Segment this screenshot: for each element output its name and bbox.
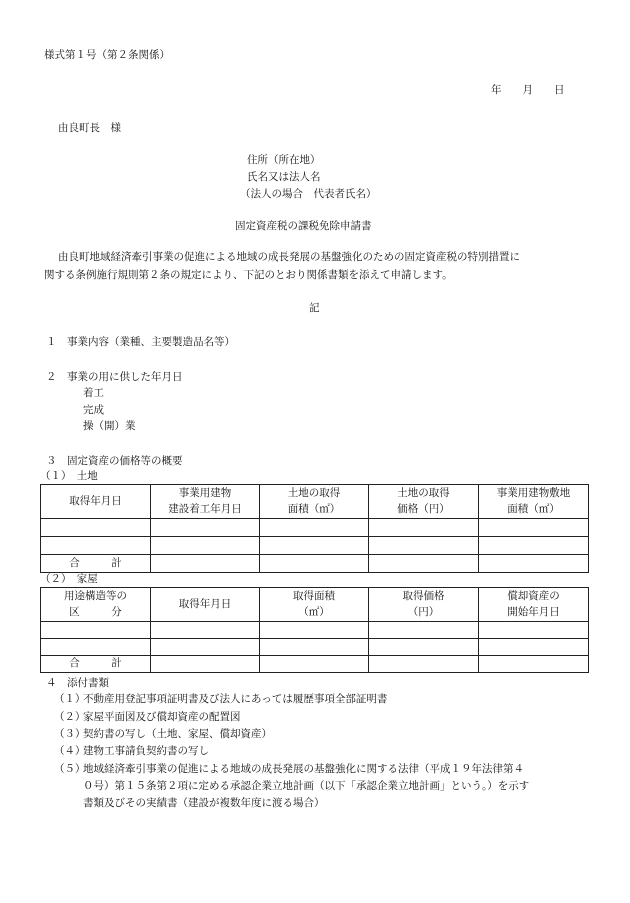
attachment-text-5-cont-2: 書類及びその実績書（建設が複数年度に渡る場合） — [83, 797, 325, 809]
attachment-text-2: 家屋平面図及び償却資産の配置図 — [83, 711, 241, 723]
house-col-acquisition-date: 取得年月日 — [151, 588, 260, 622]
section-3-heading: ３ 固定資産の価格等の概要 — [46, 455, 183, 467]
addressee: 由良町長 様 — [58, 122, 121, 134]
attachment-num-4: （４） — [54, 745, 86, 757]
applicant-name-label: 氏名又は法人名 — [247, 171, 321, 183]
section-2-item-start: 着工 — [83, 387, 104, 399]
applicant-address-label: 住所（所在地） — [247, 154, 321, 166]
attachment-text-5-cont-1: ０号）第１５条第２項に定める承認企業立地計画（以下「承認企業立地計画」という。）を示す — [83, 780, 530, 792]
attachment-text-5: 地域経済牽引事業の促進による地域の成長発展の基盤強化に関する法律（平成１９年法律第４ — [83, 763, 524, 775]
section-2-item-complete: 完成 — [83, 404, 104, 416]
attachment-num-1: （１） — [54, 693, 86, 705]
form-number: 様式第１号（第２条関係） — [44, 49, 170, 61]
section-2-heading: ２ 事業の用に供した年月日 — [46, 371, 183, 383]
land-col-site-area: 事業用建物敷地 面積（㎡） — [479, 485, 589, 519]
attachment-num-3: （３） — [54, 728, 86, 740]
land-table-header — [41, 485, 589, 519]
land-col-construction-start: 事業用建物 建設着工年月日 — [151, 485, 260, 519]
house-col-classification: 用途構造等の 区 分 — [41, 588, 151, 622]
date-line: 年 月 日 — [491, 84, 565, 96]
body-line-1: 由良町地域経済牽引事業の促進による地域の成長発展の基盤強化のための固定資産税の特別措置に — [58, 251, 520, 263]
land-col-price: 土地の取得 価格（円） — [369, 485, 479, 519]
ki-heading: 記 — [309, 302, 320, 314]
table-row — [41, 537, 589, 555]
land-col-area: 土地の取得 面積（㎡） — [260, 485, 369, 519]
applicant-representative-label: （法人の場合 代表者氏名） — [240, 188, 377, 200]
attachment-num-2: （２） — [54, 711, 86, 723]
house-total-label: 合 計 — [41, 656, 151, 673]
attachment-num-5: （５） — [54, 763, 86, 775]
house-table-header — [41, 588, 589, 622]
house-col-depreciation-start: 償却資産の 開始年月日 — [479, 588, 589, 622]
table-row — [41, 519, 589, 537]
land-col-acquisition-date: 取得年月日 — [41, 485, 151, 519]
document-title: 固定資産税の課税免除申請書 — [235, 220, 372, 232]
house-total-row — [41, 656, 589, 673]
attachment-text-4: 建物工事請負契約書の写し — [83, 745, 209, 757]
attachment-text-1: 不動産用登記事項証明書及び法人にあっては履歴事項全部証明書 — [83, 693, 388, 705]
section-1-heading: １ 事業内容（業種、主要製造品名等） — [46, 336, 235, 348]
land-table-label: （１） 土地 — [40, 470, 98, 482]
house-table-label: （２） 家屋 — [40, 573, 98, 585]
land-total-row — [41, 555, 589, 573]
body-line-2: 関する条例施行規則第２条の規定により、下記のとおり関係書類を添えて申請します。 — [44, 269, 453, 281]
house-col-area: 取得面積 （㎡） — [260, 588, 369, 622]
table-row — [41, 622, 589, 639]
house-col-price: 取得価格 （円） — [369, 588, 479, 622]
attachment-text-3: 契約書の写し（土地、家屋、償却資産） — [83, 728, 272, 740]
land-table — [40, 484, 589, 573]
land-total-label: 合 計 — [41, 555, 151, 573]
house-table — [40, 587, 589, 673]
section-2-item-operation: 操（開）業 — [83, 420, 136, 432]
table-row — [41, 639, 589, 656]
section-4-heading: ４ 添付書類 — [46, 677, 109, 689]
